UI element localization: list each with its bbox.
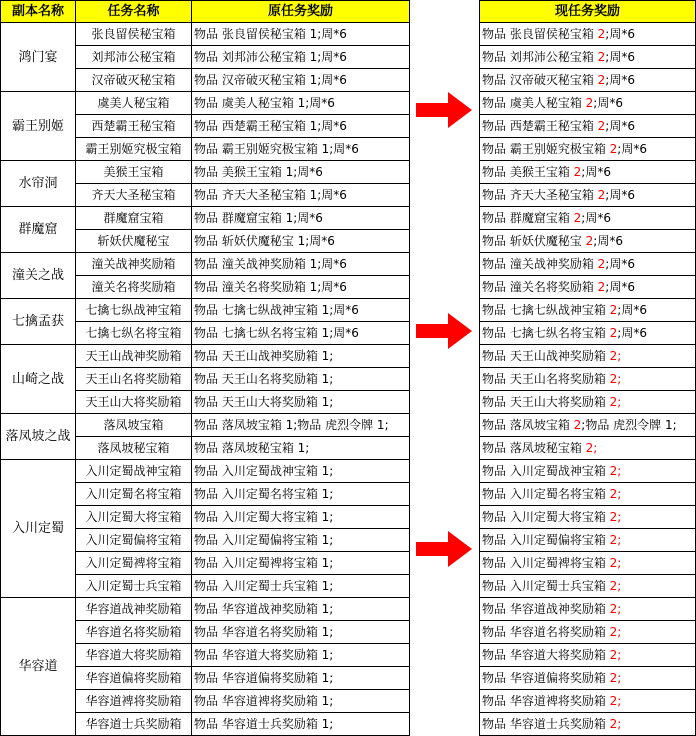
task-name-cell: 华容道裨将奖励箱 (76, 690, 192, 713)
task-name-cell: 入川定蜀大将宝箱 (76, 506, 192, 529)
new-reward-cell (480, 253, 696, 276)
table-row (480, 207, 696, 230)
new-reward-cell (480, 644, 696, 667)
new-reward-cell (480, 621, 696, 644)
table-row (1, 345, 410, 368)
new-reward-cell (480, 437, 696, 460)
reward-text: ;周*6 (605, 118, 635, 133)
reward-text: 物品 斩妖伏魔秘宝 (482, 233, 586, 248)
table-row (1, 460, 410, 483)
task-name-cell: 天王山战神奖励箱 (76, 345, 192, 368)
quantity-highlight: 2; (609, 394, 622, 409)
reward-text: ;周*6 (581, 210, 611, 225)
old-reward-cell: 物品 群魔窟宝箱 1;周*6 (192, 207, 410, 230)
task-name-cell: 斩妖伏魔秘宝 (76, 230, 192, 253)
table-row (480, 414, 696, 437)
quantity-highlight: 2 (609, 302, 618, 317)
new-rewards-table (479, 0, 696, 736)
quantity-highlight: 2 (597, 279, 606, 294)
reward-text: 物品 华容道大将奖励箱 (482, 647, 610, 662)
quantity-highlight: 2 (585, 95, 594, 110)
dungeon-name-cell: 鸿门宴 (1, 23, 76, 92)
old-reward-cell: 物品 七擒七纵名将宝箱 1;周*6 (192, 322, 410, 345)
table-row (480, 115, 696, 138)
new-reward-cell (480, 115, 696, 138)
task-name-cell: 七擒七纵名将宝箱 (76, 322, 192, 345)
dungeon-name-cell: 群魔窟 (1, 207, 76, 253)
old-reward-cell: 物品 华容道裨将奖励箱 1; (192, 690, 410, 713)
reward-text: 物品 汉帝破灭秘宝箱 (482, 72, 598, 87)
task-name-cell: 落凤坡秘宝箱 (76, 437, 192, 460)
header-row (480, 1, 696, 23)
task-name-cell: 潼关名将奖励箱 (76, 276, 192, 299)
quantity-highlight: 2 (597, 26, 606, 41)
task-name-cell: 天王山名将奖励箱 (76, 368, 192, 391)
reward-text: 物品 入川定蜀裨将宝箱 (482, 555, 610, 570)
table-row (480, 644, 696, 667)
quantity-highlight: 2; (609, 555, 622, 570)
new-reward-cell (480, 46, 696, 69)
table-row (480, 253, 696, 276)
new-reward-cell (480, 575, 696, 598)
task-name-cell: 华容道士兵奖励箱 (76, 713, 192, 736)
old-reward-cell: 物品 刘邦沛公秘宝箱 1;周*6 (192, 46, 410, 69)
arrow-right-icon (416, 313, 472, 349)
reward-text: 物品 天王山战神奖励箱 (482, 348, 610, 363)
old-reward-cell: 物品 汉帝破灭秘宝箱 1;周*6 (192, 69, 410, 92)
reward-text: 物品 华容道战神奖励箱 (482, 601, 610, 616)
quantity-highlight: 2; (609, 348, 622, 363)
old-reward-cell: 物品 七擒七纵战神宝箱 1;周*6 (192, 299, 410, 322)
task-name-cell: 西楚霸王秘宝箱 (76, 115, 192, 138)
table-row (480, 184, 696, 207)
task-name-cell: 霸王别姬究极宝箱 (76, 138, 192, 161)
table-row (1, 414, 410, 437)
new-reward-cell (480, 552, 696, 575)
quantity-highlight: 2 (597, 72, 606, 87)
old-reward-cell: 物品 天王山名将奖励箱 1; (192, 368, 410, 391)
header-old-reward: 原任务奖励 (192, 1, 410, 23)
table-row (1, 161, 410, 184)
table-row (480, 506, 696, 529)
quantity-highlight: 2 (597, 256, 606, 271)
arrow-right-icon (416, 92, 472, 128)
task-name-cell: 华容道战神奖励箱 (76, 598, 192, 621)
reward-text: 物品 入川定蜀战神宝箱 (482, 463, 610, 478)
reward-text: ;周*6 (617, 302, 647, 317)
table-row (480, 598, 696, 621)
quantity-highlight: 2; (609, 647, 622, 662)
new-reward-cell (480, 529, 696, 552)
reward-text: ;周*6 (593, 95, 623, 110)
table-row (480, 621, 696, 644)
table-row (1, 253, 410, 276)
reward-text: ;周*6 (617, 141, 647, 156)
dungeon-name-cell: 华容道 (1, 598, 76, 736)
old-reward-cell: 物品 潼关战神奖励箱 1;周*6 (192, 253, 410, 276)
old-reward-cell: 物品 入川定蜀士兵宝箱 1; (192, 575, 410, 598)
new-reward-cell (480, 230, 696, 253)
table-row (1, 207, 410, 230)
old-reward-cell: 物品 落凤坡宝箱 1;物品 虎烈令牌 1; (192, 414, 410, 437)
dungeon-name-cell: 山崎之战 (1, 345, 76, 414)
reward-text: 物品 齐天大圣秘宝箱 (482, 187, 598, 202)
table-row (480, 437, 696, 460)
reward-text: 物品 西楚霸王秘宝箱 (482, 118, 598, 133)
task-name-cell: 入川定蜀名将宝箱 (76, 483, 192, 506)
table-row (480, 92, 696, 115)
table-row (480, 230, 696, 253)
old-reward-cell: 物品 华容道名将奖励箱 1; (192, 621, 410, 644)
new-reward-cell (480, 322, 696, 345)
header-new-reward: 现任务奖励 (480, 1, 696, 23)
table-row (480, 276, 696, 299)
header-dungeon: 副本名称 (1, 1, 76, 23)
quantity-highlight: 2; (609, 670, 622, 685)
dungeon-name-cell: 入川定蜀 (1, 460, 76, 598)
reward-text: 物品 天王山大将奖励箱 (482, 394, 610, 409)
reward-text: ;周*6 (605, 72, 635, 87)
arrow-right-icon (416, 531, 472, 567)
task-name-cell: 美猴王宝箱 (76, 161, 192, 184)
new-reward-cell (480, 161, 696, 184)
old-reward-cell: 物品 齐天大圣秘宝箱 1;周*6 (192, 184, 410, 207)
task-name-cell: 入川定蜀偏将宝箱 (76, 529, 192, 552)
reward-text: 物品 群魔窟宝箱 (482, 210, 574, 225)
old-reward-cell: 物品 张良留侯秘宝箱 1;周*6 (192, 23, 410, 46)
old-reward-cell: 物品 华容道士兵奖励箱 1; (192, 713, 410, 736)
quantity-highlight: 2; (609, 532, 622, 547)
dungeon-name-cell: 霸王别姬 (1, 92, 76, 161)
old-reward-cell: 物品 入川定蜀名将宝箱 1; (192, 483, 410, 506)
reward-text: 物品 华容道裨将奖励箱 (482, 693, 610, 708)
task-name-cell: 入川定蜀裨将宝箱 (76, 552, 192, 575)
new-reward-cell (480, 23, 696, 46)
reward-text: 物品 天王山名将奖励箱 (482, 371, 610, 386)
reward-text: 物品 入川定蜀名将宝箱 (482, 486, 610, 501)
table-row (480, 69, 696, 92)
table-row (480, 322, 696, 345)
new-reward-cell (480, 483, 696, 506)
table-row (480, 690, 696, 713)
new-reward-cell (480, 299, 696, 322)
table-row (480, 23, 696, 46)
reward-text: 物品 落凤坡秘宝箱 (482, 440, 586, 455)
old-reward-cell: 物品 斩妖伏魔秘宝 1;周*6 (192, 230, 410, 253)
old-reward-cell: 物品 华容道战神奖励箱 1; (192, 598, 410, 621)
quantity-highlight: 2 (573, 210, 582, 225)
task-name-cell: 汉帝破灭秘宝箱 (76, 69, 192, 92)
table-row (480, 345, 696, 368)
table-row (480, 368, 696, 391)
task-name-cell: 张良留侯秘宝箱 (76, 23, 192, 46)
table-row (480, 552, 696, 575)
old-reward-cell: 物品 天王山大将奖励箱 1; (192, 391, 410, 414)
table-row (1, 598, 410, 621)
reward-text: ;周*6 (605, 187, 635, 202)
old-reward-cell: 物品 入川定蜀偏将宝箱 1; (192, 529, 410, 552)
reward-text: ;周*6 (593, 233, 623, 248)
quantity-highlight: 2 (585, 233, 594, 248)
reward-text: 物品 张良留侯秘宝箱 (482, 26, 598, 41)
task-name-cell: 虞美人秘宝箱 (76, 92, 192, 115)
new-reward-cell (480, 92, 696, 115)
quantity-highlight: 2 (609, 141, 618, 156)
old-reward-cell: 物品 潼关名将奖励箱 1;周*6 (192, 276, 410, 299)
old-reward-cell: 物品 入川定蜀战神宝箱 1; (192, 460, 410, 483)
dungeon-name-cell: 潼关之战 (1, 253, 76, 299)
quantity-highlight: 2 (597, 49, 606, 64)
quantity-highlight: 2; (609, 601, 622, 616)
task-name-cell: 落凤坡宝箱 (76, 414, 192, 437)
task-name-cell: 天王山大将奖励箱 (76, 391, 192, 414)
new-reward-cell (480, 368, 696, 391)
quantity-highlight: 2 (597, 187, 606, 202)
table-row (1, 23, 410, 46)
quantity-highlight: 2 (573, 164, 582, 179)
table-row (1, 92, 410, 115)
new-reward-cell (480, 391, 696, 414)
new-reward-cell (480, 460, 696, 483)
new-reward-cell (480, 138, 696, 161)
quantity-highlight: 2; (609, 486, 622, 501)
reward-text: ;周*6 (617, 325, 647, 340)
new-reward-cell (480, 506, 696, 529)
reward-text: ;周*6 (605, 256, 635, 271)
reward-text: 物品 落凤坡宝箱 (482, 417, 574, 432)
dungeon-name-cell: 落凤坡之战 (1, 414, 76, 460)
reward-text: 物品 潼关名将奖励箱 (482, 279, 598, 294)
new-reward-cell (480, 598, 696, 621)
quantity-highlight: 2 (573, 417, 582, 432)
task-name-cell: 入川定蜀士兵宝箱 (76, 575, 192, 598)
reward-text: 物品 刘邦沛公秘宝箱 (482, 49, 598, 64)
header-task: 任务名称 (76, 1, 192, 23)
reward-text: 物品 七擒七纵战神宝箱 (482, 302, 610, 317)
dungeon-name-cell: 七擒孟获 (1, 299, 76, 345)
new-reward-cell (480, 713, 696, 736)
new-reward-cell (480, 276, 696, 299)
reward-text: 物品 虞美人秘宝箱 (482, 95, 586, 110)
new-reward-cell (480, 414, 696, 437)
reward-text: 物品 入川定蜀偏将宝箱 (482, 532, 610, 547)
old-reward-cell: 物品 入川定蜀裨将宝箱 1; (192, 552, 410, 575)
table-row (480, 138, 696, 161)
reward-text: 物品 华容道名将奖励箱 (482, 624, 610, 639)
quantity-highlight: 2 (597, 118, 606, 133)
quantity-highlight: 2 (609, 325, 618, 340)
dungeon-name-cell: 水帘洞 (1, 161, 76, 207)
task-name-cell: 齐天大圣秘宝箱 (76, 184, 192, 207)
header-row (1, 1, 410, 23)
reward-text: ;周*6 (581, 164, 611, 179)
quantity-highlight: 2; (609, 716, 622, 731)
quantity-highlight: 2; (609, 371, 622, 386)
quantity-highlight: 2; (609, 693, 622, 708)
reward-text: 物品 潼关战神奖励箱 (482, 256, 598, 271)
reward-text: 物品 入川定蜀大将宝箱 (482, 509, 610, 524)
table-row (480, 667, 696, 690)
reward-text: 物品 华容道偏将奖励箱 (482, 670, 610, 685)
old-reward-cell: 物品 华容道偏将奖励箱 1; (192, 667, 410, 690)
old-reward-cell: 物品 虞美人秘宝箱 1;周*6 (192, 92, 410, 115)
reward-text: 物品 入川定蜀士兵宝箱 (482, 578, 610, 593)
task-name-cell: 七擒七纵战神宝箱 (76, 299, 192, 322)
reward-text: ;周*6 (605, 26, 635, 41)
task-name-cell: 潼关战神奖励箱 (76, 253, 192, 276)
new-reward-cell (480, 184, 696, 207)
old-reward-cell: 物品 入川定蜀大将宝箱 1; (192, 506, 410, 529)
quantity-highlight: 2; (609, 509, 622, 524)
task-name-cell: 华容道偏将奖励箱 (76, 667, 192, 690)
table-row (1, 299, 410, 322)
old-reward-cell: 物品 霸王别姬究极宝箱 1;周*6 (192, 138, 410, 161)
reward-text: 物品 美猴王宝箱 (482, 164, 574, 179)
old-reward-cell: 物品 落凤坡秘宝箱 1; (192, 437, 410, 460)
old-reward-cell: 物品 西楚霸王秘宝箱 1;周*6 (192, 115, 410, 138)
reward-text: 物品 霸王别姬究极宝箱 (482, 141, 610, 156)
quantity-highlight: 2; (585, 440, 598, 455)
new-reward-cell (480, 207, 696, 230)
reward-text: ;周*6 (605, 279, 635, 294)
table-row (480, 575, 696, 598)
task-name-cell: 刘邦沛公秘宝箱 (76, 46, 192, 69)
reward-text: ;物品 虎烈令牌 1; (581, 417, 677, 432)
reward-text: 物品 华容道士兵奖励箱 (482, 716, 610, 731)
table-row (480, 460, 696, 483)
old-reward-cell: 物品 天王山战神奖励箱 1; (192, 345, 410, 368)
task-name-cell: 华容道大将奖励箱 (76, 644, 192, 667)
table-row (480, 529, 696, 552)
table-row (480, 391, 696, 414)
table-row (480, 713, 696, 736)
new-reward-cell (480, 69, 696, 92)
quantity-highlight: 2; (609, 578, 622, 593)
table-row (480, 483, 696, 506)
new-reward-cell (480, 667, 696, 690)
new-reward-cell (480, 690, 696, 713)
task-name-cell: 入川定蜀战神宝箱 (76, 460, 192, 483)
task-name-cell: 群魔窟宝箱 (76, 207, 192, 230)
new-reward-cell (480, 345, 696, 368)
task-name-cell: 华容道名将奖励箱 (76, 621, 192, 644)
table-row (480, 46, 696, 69)
reward-text: ;周*6 (605, 49, 635, 64)
old-reward-cell: 物品 华容道大将奖励箱 1; (192, 644, 410, 667)
quantity-highlight: 2; (609, 463, 622, 478)
table-row (480, 299, 696, 322)
reward-text: 物品 七擒七纵名将宝箱 (482, 325, 610, 340)
quantity-highlight: 2; (609, 624, 622, 639)
table-row (480, 161, 696, 184)
old-reward-cell: 物品 美猴王宝箱 1;周*6 (192, 161, 410, 184)
